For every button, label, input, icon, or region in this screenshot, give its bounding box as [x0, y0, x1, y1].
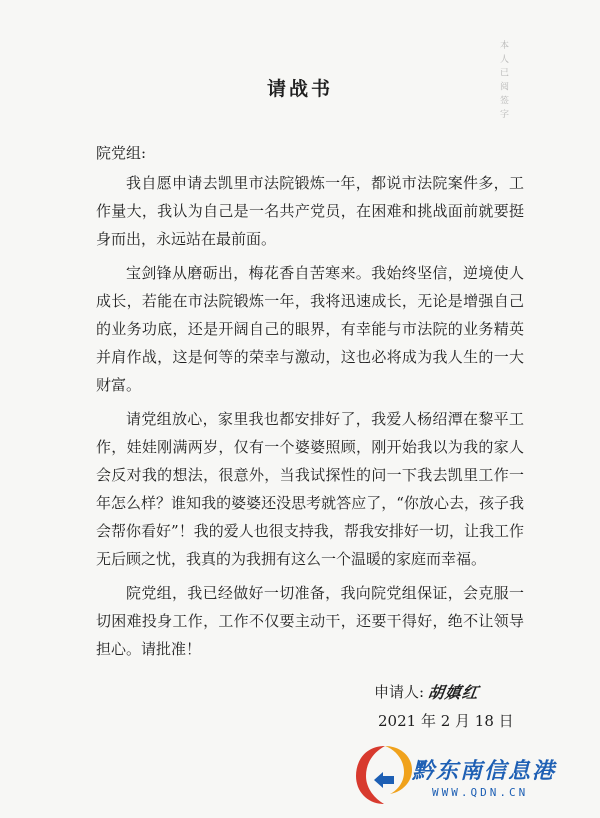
paragraph-2: 宝剑锋从磨砺出，梅花香自苦寒来。我始终坚信，逆境使人成长，若能在市法院锻炼一年，我将迅速成长，无论是增强自己的业务功底，还是开阔自己的眼界，有幸能与市法院的业务精英并肩作战，这是何等的荣幸与激动，这也必将成为我人生的一大财富。 — [96, 264, 524, 394]
document-title: 请战书 — [266, 78, 333, 100]
paragraph-4: 院党组，我已经做好一切准备，我向院党组保证，会克服一切困难投身工作，工作不仅要主动干，还要干得好，绝不让领导担心。请批准！ — [96, 584, 524, 658]
signer-label: 申请人: — [374, 683, 425, 701]
paragraph-1: 我自愿申请去凯里市法院锻炼一年，都说市法院案件多，工作量大，我认为自己是一名共产党员，在困难和挑战面前就要挺身而出，永远站在最前面。 — [96, 174, 524, 248]
watermark-url: WWW.QDN.CN — [432, 786, 529, 799]
letter-date: 2021 年 2 月 18 日 — [378, 712, 514, 730]
margin-note: 本 人 已 阅 签 字 — [498, 40, 508, 120]
qdn-logo-icon — [350, 740, 420, 810]
site-watermark — [350, 740, 590, 810]
signer-line — [374, 680, 479, 703]
paragraph-3: 请党组放心，家里我也都安排好了，我爱人杨绍潭在黎平工作，娃娃刚满两岁，仅有一个婆婆照顾，刚开始我以为我的家人会反对我的想法，很意外，当我试探性的问一下我去凯里工作一年怎么样？谁知我的婆婆还没思考就答应了，“你放心去，孩子我会帮你看好”！我的爱人也很支持我，帮我安排好一切，让我工作无后顾之忧，我真的为我拥有这么一个温暖的家庭而幸福。 — [96, 410, 524, 568]
watermark-name: 黔东南信息港 — [412, 759, 557, 784]
salutation: 院党组: — [96, 144, 147, 162]
letter-body — [96, 169, 524, 669]
handwritten-signature: 胡嫃红 — [426, 683, 481, 702]
